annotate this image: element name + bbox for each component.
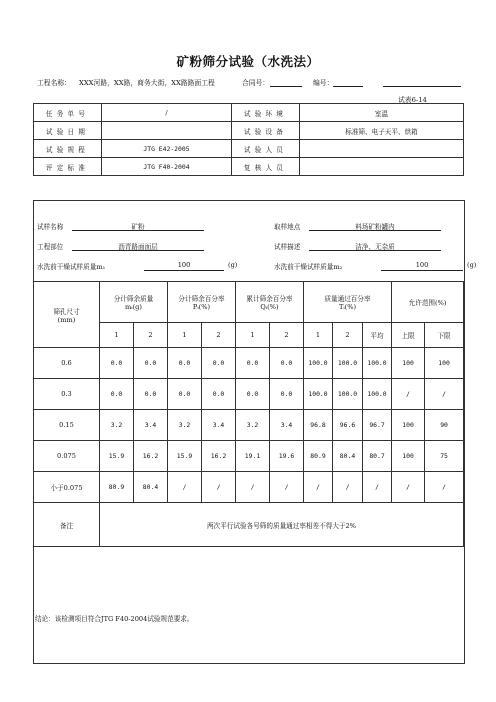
sieve-table [33, 281, 464, 547]
info-value: JTG E42-2005 [102, 140, 232, 158]
sieve-size-cell: 0.075 [34, 441, 100, 472]
info-label: 试验环境 [232, 104, 300, 122]
project-label: 工程名称： [37, 79, 71, 87]
sieve-value-cell: 80.7 [363, 441, 392, 472]
subheader-cell: 1 [304, 323, 333, 348]
sample-part-value: 沥青路面面层 [118, 243, 158, 251]
sieve-value-cell: / [202, 472, 236, 503]
sieve-value-cell: / [392, 379, 425, 410]
subheader-cell: 下限 [425, 323, 464, 348]
sieve-value-cell: 0.0 [168, 379, 202, 410]
info-value [300, 140, 464, 158]
subheader-cell: 平均 [363, 323, 392, 348]
sieve-value-cell: / [236, 472, 270, 503]
sieve-value-cell: 100 [392, 348, 425, 379]
sieve-size-cell: 0.3 [34, 379, 100, 410]
table-row [34, 472, 464, 503]
project-value: XXX河路，XX路，商务大街，XX路路面工程 [79, 79, 215, 87]
sample-desc-value: 洁净、无杂质 [355, 243, 395, 251]
number-label: 编号： [313, 79, 334, 87]
sieve-value-cell: 75 [425, 441, 464, 472]
sheet-code: 试表6-14 [398, 96, 427, 104]
info-label: 复核人员 [232, 158, 300, 176]
info-row [34, 122, 464, 140]
sieve-value-cell: 15.9 [168, 441, 202, 472]
header-residue-mass: 分计筛余质量 mᵢ(g) [100, 282, 168, 323]
sieve-value-cell: 80.4 [134, 472, 168, 503]
conclusion-text: 结论：该检测项目符合JTG F40-2004试验规范要求。 [35, 615, 194, 623]
info-label: 任务单号 [34, 104, 102, 122]
sieve-body [34, 348, 464, 503]
contract-underline [270, 86, 302, 87]
sieve-value-cell: 96.7 [363, 410, 392, 441]
sieve-value-cell: 100.0 [304, 348, 333, 379]
sieve-value-cell: 0.0 [100, 379, 134, 410]
sieve-value-cell: 100.0 [363, 379, 392, 410]
sieve-value-cell: 100 [425, 348, 464, 379]
sieve-value-cell: 80.9 [304, 441, 333, 472]
sample-desc-label: 试样描述 [274, 243, 301, 251]
sample-m2-label: 水洗前干燥试样质量m₂ [274, 263, 343, 271]
sieve-value-cell: 3.4 [270, 410, 304, 441]
remark-row [34, 503, 464, 547]
info-label: 评定标准 [34, 158, 102, 176]
sieve-value-cell: 96.6 [333, 410, 363, 441]
sample-m2-value: 100 [415, 261, 429, 269]
sieve-size-cell: 小于0.075 [34, 472, 100, 503]
page-title: 矿粉筛分试验（水洗法） [176, 54, 320, 69]
table-row [34, 410, 464, 441]
sample-part-label: 工程部位 [37, 243, 64, 251]
sieve-value-cell: 0.0 [100, 348, 134, 379]
sieve-value-cell: 0.0 [168, 348, 202, 379]
info-label: 试验日期 [34, 122, 102, 140]
info-value: 标准筛、电子天平、烘箱 [300, 122, 464, 140]
sieve-value-cell: 100.0 [363, 348, 392, 379]
subheader-cell: 2 [134, 323, 168, 348]
sample-location-value: 料场矿粉罐内 [355, 223, 395, 231]
table-row [34, 348, 464, 379]
sieve-value-cell: 100 [392, 441, 425, 472]
sieve-value-cell: 0.0 [202, 348, 236, 379]
info-value [300, 158, 464, 176]
sieve-value-cell: 3.2 [236, 410, 270, 441]
sample-m2-underline [381, 270, 463, 271]
sample-m1-unit: (g) [228, 261, 238, 269]
info-row [34, 140, 464, 158]
sieve-value-cell: / [304, 472, 333, 503]
sieve-value-cell: 0.0 [236, 379, 270, 410]
sample-location-label: 取样地点 [274, 223, 301, 231]
sieve-value-cell: 0.0 [202, 379, 236, 410]
sieve-value-cell: 3.2 [100, 410, 134, 441]
info-table [33, 103, 464, 176]
sieve-value-cell: / [168, 472, 202, 503]
table-row [34, 379, 464, 410]
header-cum-pct: 累计筛余百分率 Qᵢ(%) [236, 282, 304, 323]
sieve-value-cell: 80.9 [100, 472, 134, 503]
header-residue-pct: 分计筛余百分率 Pᵢ(%) [168, 282, 236, 323]
sieve-value-cell: 16.2 [134, 441, 168, 472]
sieve-value-cell: 80.4 [333, 441, 363, 472]
subheader-cell: 1 [100, 323, 134, 348]
info-value [102, 122, 232, 140]
sieve-value-cell: 0.0 [134, 379, 168, 410]
sieve-value-cell: 0.0 [270, 379, 304, 410]
sieve-value-cell: / [425, 472, 464, 503]
sieve-value-cell: 16.2 [202, 441, 236, 472]
header-range: 允许范围(%) [392, 282, 464, 323]
remark-value: 两次平行试验各号筛的质量通过率相差不得大于2% [100, 503, 464, 547]
sample-name-label: 试样名称 [37, 223, 64, 231]
sieve-size-cell: 0.15 [34, 410, 100, 441]
remark-label: 备注 [34, 503, 100, 547]
subheader-cell: 2 [333, 323, 363, 348]
sieve-value-cell: / [425, 379, 464, 410]
sieve-value-cell: 3.2 [168, 410, 202, 441]
sieve-value-cell: 90 [425, 410, 464, 441]
sieve-value-cell: / [363, 472, 392, 503]
sieve-value-cell: 100.0 [304, 379, 333, 410]
header-size: 筛孔尺寸 (mm) [34, 282, 100, 348]
number-underline [333, 86, 363, 87]
subheader-cell: 1 [168, 323, 202, 348]
contract-label: 合同号： [242, 79, 270, 87]
info-row [34, 104, 464, 122]
table-row [34, 441, 464, 472]
info-label: 试验人员 [232, 140, 300, 158]
sieve-value-cell: 0.0 [236, 348, 270, 379]
sieve-header-row [34, 282, 464, 323]
sample-name-value: 矿粉 [131, 223, 145, 231]
sieve-value-cell: 3.4 [134, 410, 168, 441]
info-label: 试验规程 [34, 140, 102, 158]
sieve-value-cell: 100.0 [333, 348, 363, 379]
info-row [34, 158, 464, 176]
subheader-cell: 上限 [392, 323, 425, 348]
sample-m1-value: 100 [177, 261, 191, 269]
info-value: / [102, 104, 232, 122]
sieve-value-cell: 15.9 [100, 441, 134, 472]
info-label: 试验设备 [232, 122, 300, 140]
info-value: 室温 [300, 104, 464, 122]
sieve-value-cell: 19.1 [236, 441, 270, 472]
sieve-value-cell: 0.0 [270, 348, 304, 379]
sample-m2-unit: (g) [467, 261, 477, 269]
sieve-size-cell: 0.6 [34, 348, 100, 379]
sample-m1-underline [144, 270, 224, 271]
sieve-value-cell: 100.0 [333, 379, 363, 410]
info-value: JTG F40-2004 [102, 158, 232, 176]
subheader-cell: 1 [236, 323, 270, 348]
sieve-value-cell: / [392, 472, 425, 503]
sieve-value-cell: 0.0 [134, 348, 168, 379]
sieve-value-cell: 3.4 [202, 410, 236, 441]
subheader-cell: 2 [202, 323, 236, 348]
subheader-cell: 2 [270, 323, 304, 348]
sieve-value-cell: 19.6 [270, 441, 304, 472]
sieve-value-cell: 100 [392, 410, 425, 441]
sieve-value-cell: / [270, 472, 304, 503]
number-underline-2 [383, 86, 461, 87]
sample-m1-label: 水洗前干燥试样质量m₁ [37, 263, 106, 271]
sieve-value-cell: / [333, 472, 363, 503]
header-pass-pct: 质量通过百分率 Tᵢ(%) [304, 282, 392, 323]
sieve-value-cell: 96.8 [304, 410, 333, 441]
